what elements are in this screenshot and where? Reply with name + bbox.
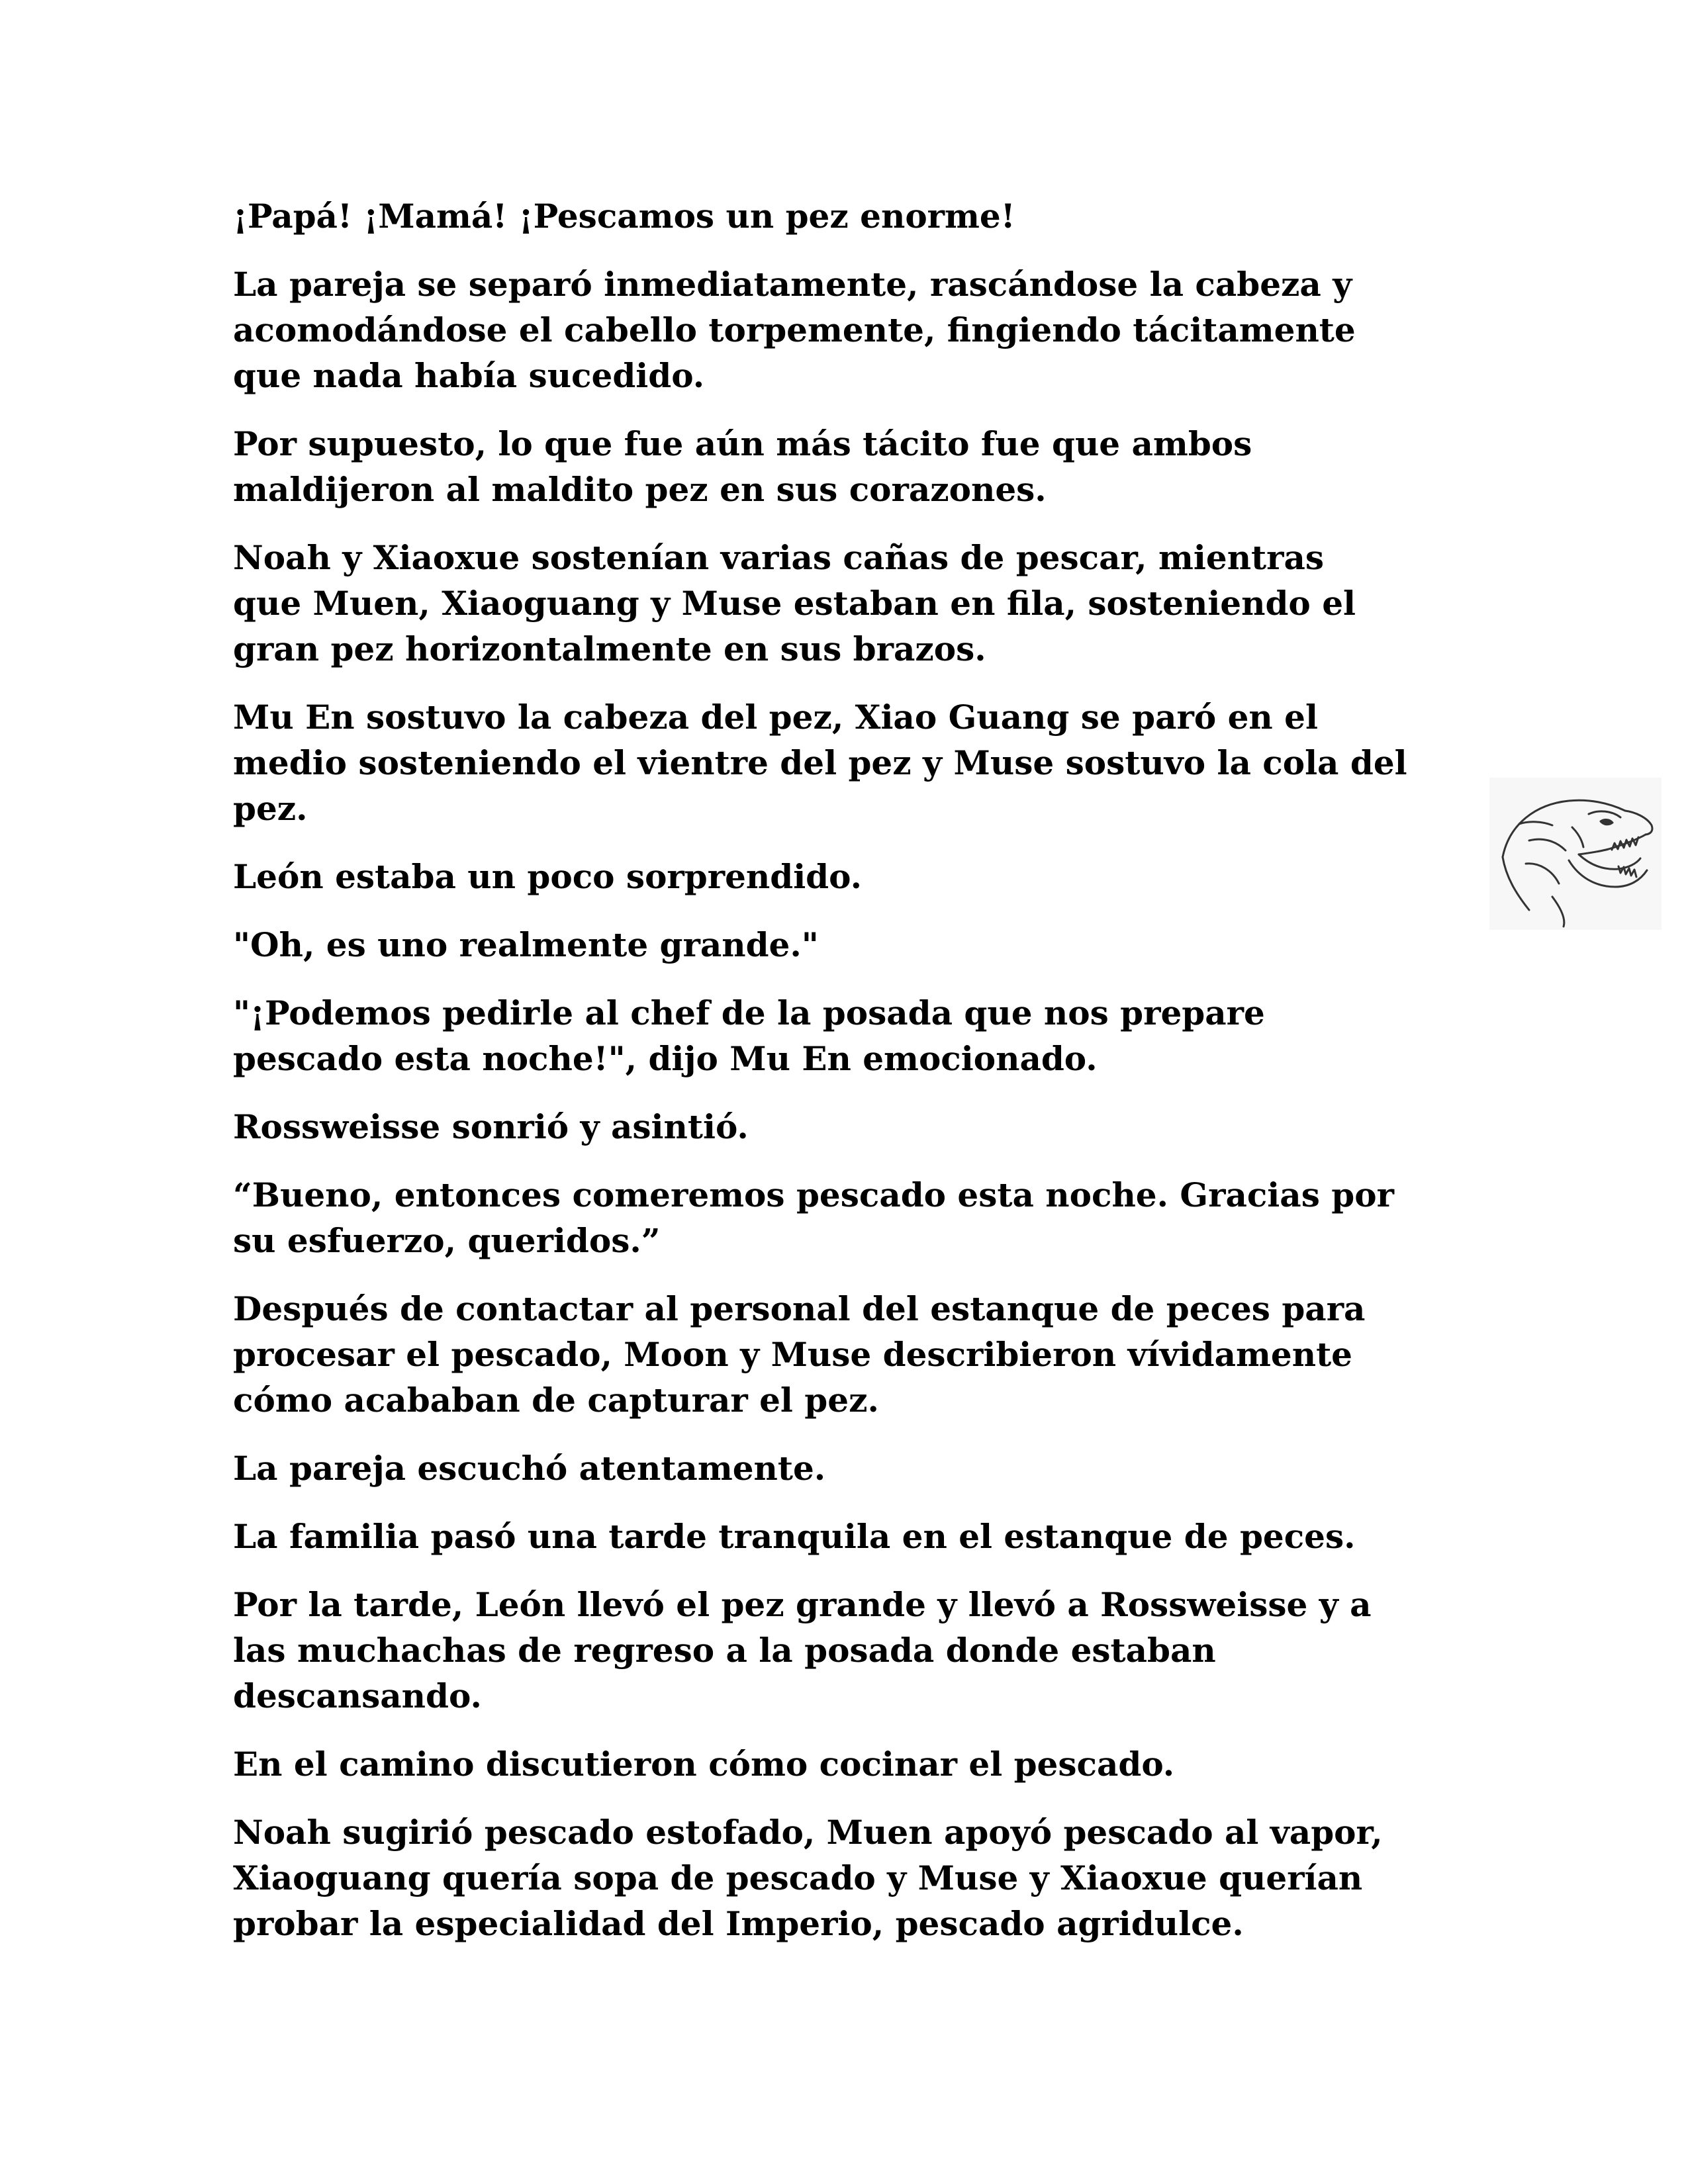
paragraph-3: Por supuesto, lo que fue aún más tácito fue que ambos maldijeron al maldito pez en sus corazones. (233, 424, 1252, 509)
paragraph-15: En el camino discutieron cómo cocinar el pescado. (233, 1745, 1175, 1784)
paragraph-6: León estaba un poco sorprendido. (233, 857, 863, 896)
paragraph-11: Después de contactar al personal del estanque de peces para procesar el pescado, Moon y Muse describieron vívidamente cómo acababan de capturar el pez. (233, 1289, 1366, 1420)
paragraph-14: Por la tarde, León llevó el pez grande y llevó a Rossweisse y a las muchachas de regreso a la posada donde estaban descansando. (233, 1585, 1372, 1715)
paragraph-7: "Oh, es uno realmente grande." (233, 925, 819, 964)
paragraph-8: "¡Podemos pedirle al chef de la posada que nos prepare pescado esta noche!", dijo Mu En emocionado. (233, 993, 1265, 1078)
paragraph-12: La pareja escuchó atentamente. (233, 1449, 826, 1488)
paragraph-5: Mu En sostuvo la cabeza del pez, Xiao Guang se paró en el medio sosteniendo el vientre del pez y Muse sostuvo la cola del pez. (233, 698, 1407, 828)
paragraph-10: “Bueno, entonces comeremos pescado esta noche. Gracias por su esfuerzo, queridos.” (233, 1175, 1394, 1260)
paragraph-4: Noah y Xiaoxue sostenían varias cañas de pescar, mientras que Muen, Xiaoguang y Muse estaban en fila, sosteniendo el gran pez horizontalmente en sus brazos. (233, 538, 1356, 668)
paragraph-1: ¡Papá! ¡Mamá! ¡Pescamos un pez enorme! (233, 197, 1015, 236)
paragraph-9: Rossweisse sonrió y asintió. (233, 1107, 749, 1146)
document-body (233, 193, 1451, 1969)
paragraph-16: Noah sugirió pescado estofado, Muen apoyó pescado al vapor, Xiaoguang quería sopa de pescado y Muse y Xiaoxue querían probar la especialidad del Imperio, pescado agridulce. (233, 1813, 1383, 1943)
paragraph-13: La familia pasó una tarde tranquila en el estanque de peces. (233, 1517, 1356, 1556)
dinosaur-head-icon (1489, 778, 1662, 930)
paragraph-2: La pareja se separó inmediatamente, rascándose la cabeza y acomodándose el cabello torpemente, fingiendo tácitamente que nada había sucedido. (233, 265, 1356, 395)
